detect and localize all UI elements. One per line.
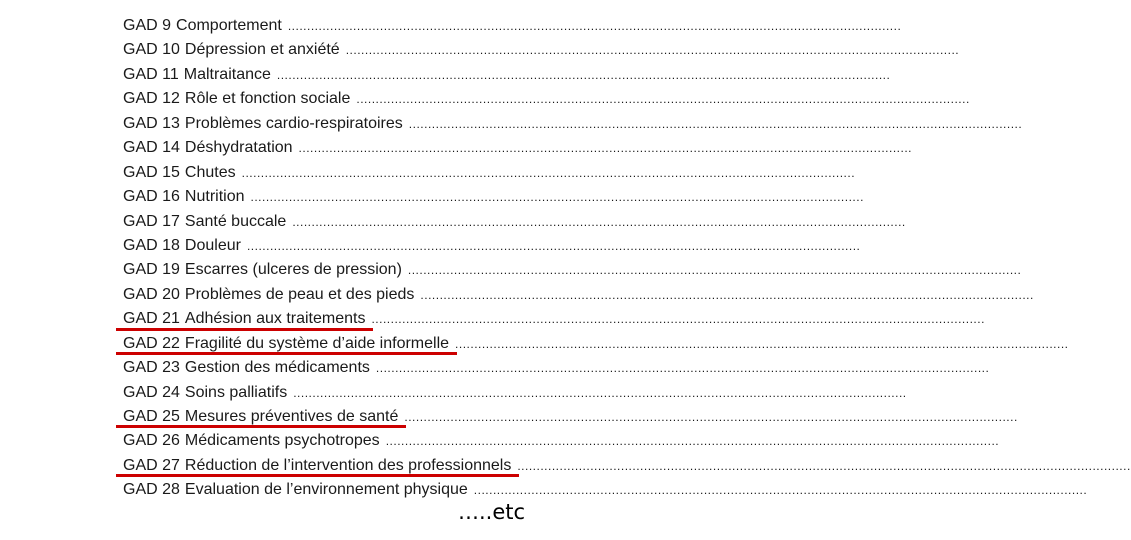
toc-entry (123, 210, 906, 234)
toc-entry (123, 307, 985, 331)
entry-code: GAD 17 (123, 212, 180, 230)
entry-title: Gestion des médicaments (184, 359, 370, 377)
dot-leader: ................................................................................................................................................................ (241, 165, 856, 180)
entry-code: GAD 19 (123, 261, 180, 279)
dot-leader: ................................................................................................................................................................ (517, 458, 1131, 473)
entry-title: Douleur (184, 236, 241, 254)
toc-entry (123, 87, 970, 111)
dot-leader: ................................................................................................................................................................ (292, 214, 906, 229)
etc-note: …..etc (458, 500, 526, 524)
toc-entry (123, 136, 912, 160)
entry-code: GAD 26 (123, 432, 180, 450)
entry-code: GAD 22 (123, 334, 180, 352)
toc-entry (123, 112, 1023, 136)
dot-leader: ................................................................................................................................................................ (408, 116, 1023, 131)
dot-leader: ................................................................................................................................................................ (293, 385, 907, 400)
entry-code: GAD 20 (123, 285, 180, 303)
dot-leader: ................................................................................................................................................................ (375, 361, 990, 376)
toc-entry (123, 14, 902, 38)
entry-code: GAD 11 (123, 65, 179, 83)
entry-title: Fragilité du système d’aide informelle (180, 332, 449, 356)
toc-entry (123, 429, 1000, 453)
dot-leader: ................................................................................................................................................................ (276, 67, 891, 82)
dot-leader: ................................................................................................................................................................ (345, 43, 960, 58)
entry-title: Problèmes cardio-respiratoires (184, 114, 403, 132)
entry-code: GAD 21 (123, 310, 180, 328)
entry-code: GAD 16 (123, 188, 180, 206)
entry-title: Soins palliatifs (184, 383, 288, 401)
entry-title: Santé buccale (184, 212, 287, 230)
entry-code: GAD 18 (123, 236, 180, 254)
toc-entry (123, 258, 1022, 282)
dot-leader: ................................................................................................................................................................ (246, 238, 861, 253)
entry-code: GAD 12 (123, 90, 180, 108)
toc-entry (123, 405, 1018, 429)
entry-code: GAD 13 (123, 114, 180, 132)
toc-entry (123, 63, 891, 87)
dot-leader: ................................................................................................................................................................ (298, 141, 912, 156)
toc-entry (123, 454, 1131, 478)
entry-title: Médicaments psychotropes (184, 432, 380, 450)
entry-title: Dépression et anxiété (184, 41, 340, 59)
toc-entry (123, 38, 960, 62)
toc-entry (123, 332, 1069, 356)
entry-title: Maltraitance (183, 65, 271, 83)
entry-title: Adhésion aux traitements (180, 307, 366, 331)
entry-code: GAD 28 (123, 481, 180, 499)
entry-code: GAD 15 (123, 163, 180, 181)
entry-code: GAD 24 (123, 383, 180, 401)
entry-code: GAD 14 (123, 139, 180, 157)
entry-title: Mesures préventives de santé (180, 405, 398, 429)
dot-leader: ................................................................................................................................................................ (407, 263, 1022, 278)
dot-leader: ................................................................................................................................................................ (250, 190, 864, 205)
dot-leader: ................................................................................................................................................................ (356, 92, 970, 107)
entry-title: Déshydratation (184, 139, 293, 157)
dot-leader: ................................................................................................................................................................ (420, 287, 1034, 302)
entry-title: Escarres (ulceres de pression) (184, 261, 402, 279)
entry-title: Comportement (176, 17, 282, 34)
entry-title: Problèmes de peau et des pieds (184, 285, 415, 303)
dot-leader: ................................................................................................................................................................ (371, 312, 985, 327)
toc-entry (123, 283, 1034, 307)
entry-title: Evaluation de l’environnement physique (184, 481, 468, 499)
entry-code: GAD 27 (123, 456, 180, 474)
entry-title: Nutrition (184, 188, 245, 206)
entry-title: Chutes (184, 163, 236, 181)
dot-leader: ................................................................................................................................................................ (287, 19, 902, 33)
entry-code: GAD 9 (123, 17, 172, 34)
toc-entry (123, 161, 856, 185)
entry-code: GAD 23 (123, 359, 180, 377)
dot-leader: ................................................................................................................................................................ (473, 483, 1088, 498)
toc-entry (123, 478, 1088, 502)
toc-entry (123, 356, 990, 380)
dot-leader: ................................................................................................................................................................ (404, 410, 1018, 424)
dot-leader: ................................................................................................................................................................ (385, 434, 1000, 449)
entry-code: GAD 10 (123, 41, 180, 59)
entry-title: Réduction de l’intervention des professionnels (180, 454, 511, 478)
toc-entry (123, 234, 861, 258)
entry-title: Rôle et fonction sociale (184, 90, 351, 108)
dot-leader: ................................................................................................................................................................ (455, 336, 1069, 351)
toc-entry (123, 185, 864, 209)
toc-entry (123, 381, 907, 405)
table-of-contents (123, 14, 1131, 503)
entry-code: GAD 25 (123, 408, 180, 425)
